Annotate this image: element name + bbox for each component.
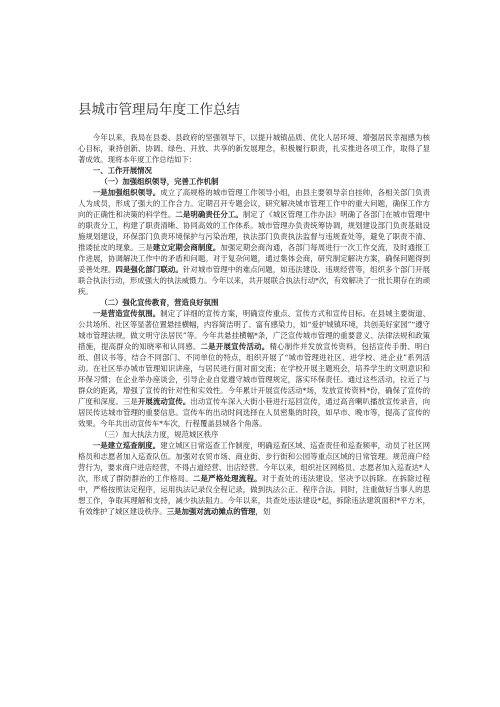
point-1-2: 二是明确责任分工。 [175,210,243,219]
point-3-2: 二是严格处理流程。 [192,474,262,483]
point-2-1: 一是营造宣传氛围。 [92,309,161,318]
text-1-1: 成立了高规格的城市管理工作领导小组，由县主要领导亲自挂帅，各相关部门负责人为成员，形成了强大的工作合力。定期召开专题会议，研究解决城市管理工作中的重大问题，确保工作方向的正确性和决策的科学性。 [78,188,430,219]
point-1-1: 一是加强组织领导。 [92,188,161,197]
text-1-3: 加强定期会商沟通，各部门每周进行一次工作交流，及时通报工作进展，协调解决工作中的矛盾和问题。对于复杂问题，通过集体会商，研究制定解决方案，确保问题得到妥善处理。 [78,243,430,274]
text-2-3: 出动宣传车深入大街小巷进行巡回宣传，通过高音喇叭播放宣传录音，向居民传达城市管理的重要信息。宣传车的出动时间选择在人员密集的时段，如早市、晚市等，提高了宣传的效果。今年共出动宣传车*车次，行程覆盖县城各个角落。 [78,397,430,428]
text-2-2: 精心制作并发放宣传资料，包括宣传手册、明白纸、倡议书等，结合不同部门、不同单位的特点，组织开展了“城市管理进社区、进学校、进企业”系列活动。在社区举办城市管理知识讲座，与居民进行面对面交流；在学校开展主题班会，培养学生的文明意识和环保习惯；在企业举办座谈会，引导企业自觉遵守城市管理规定，落实环保责任。通过这些活动，拉近了与群众的距离，增强了宣传的针对性和实效性。今年累计开展宣传活动*场，发放宣传资料*份，确保了宣传的广度和深度。三是 [78,342,430,406]
text-1-2: 制定了《城区管理工作办法》明确了各部门在城市管理中的职责分工，构建了职责清晰、协同高效的工作体系。城市管理办负责统筹协调，规划建设部门负责基础设施规划建设，环保部门负责环境保护与污染治理，执法部门负责执法监督与违规查处等，避免了职责不清、推诿扯皮的现象。三是 [78,210,430,252]
point-1-3: 建立定期会商制度。 [152,243,221,252]
point-2-2: 二是开展宣传活动。 [200,342,270,351]
document-title: 县城市管理局年度工作总结 [78,102,240,118]
paragraph-enforcement [78,440,430,517]
subheading-3: （三）加大执法力度，规范城区秩序 [100,430,219,439]
document-page [78,100,430,517]
point-1-4: 四是强化部门联动。 [115,265,183,274]
text-1-4: 针对城市管理中的难点问题，如违法建设、违规经营等，组织多个部门开展联合执法行动，形成强大的执法威慑力。今年以来，共开展联合执法行动*次，有效解决了一批长期存在的顽疾。 [78,265,430,296]
point-2-3: 开展流动宣传。 [137,397,191,406]
point-3-3: 三是加强对流动摊点的管理 [166,507,256,516]
text-3-1: 建立城区日常巡查工作制度，明确巡查区域、巡查责任和巡查频率，动员了社区网格员和志愿者加入巡查队伍。加强对农贸市场、商业街、步行街和公园等重点区域的日常管理。规范商户经营行为，要求商户进店经营，不得占道经营、出店经营。今年以来，组织社区网格员、志愿者加入巡查达*人次，形成了群防群治的工作格局。 [78,441,430,483]
section-heading-1: 一、工作开展情况 [92,166,152,175]
text-3-3: ，划 [255,507,271,516]
text-3-2: 对于查处的违法建设，坚决予以拆除。在拆除过程中，严格按照法定程序，运用执法记录仪全程记录，做到执法公正、程序合法。同时，注重做好当事人的思想工作，争取其理解和支持，减少执法阻力。今年以来，共查处违法建设*起，拆除违法建筑面积*平方米，有效维护了城区建设秩序。 [78,474,430,516]
paragraph-publicity [78,308,430,429]
paragraph-org-leadership [78,187,430,297]
text-2-1: 制定了详细的宣传方案，明确宣传重点、宣传方式和宣传目标。在县城主要街道、公共场所、社区等显著位置悬挂横幅，内容简洁明了、富有感染力，如“爱护城镇环境，共创美好家园”“遵守城市管理法规，做文明守法居民”等。今年共悬挂横幅*条，广泛宣传城市管理的重要意义、法律法规和政策措施，提高群众的知晓率和认同感。 [78,309,430,351]
intro-paragraph: 今年以来，我局在县委、县政府的坚强领导下，以提升城镇品质、优化人居环境、增强居民幸福感为核心目标，秉持创新、协调、绿色、开放、共享的新发展理念，积极履行职责，扎实推进各项工作，取得了显著成效。现将本年度工作总结如下： [78,133,430,164]
subheading-2: （二）强化宣传教育，营造良好氛围 [100,298,219,307]
point-3-1: 一是建立巡查制度。 [92,441,161,450]
subheading-1: （一）加强组织领导，完善工作机制 [100,177,219,186]
